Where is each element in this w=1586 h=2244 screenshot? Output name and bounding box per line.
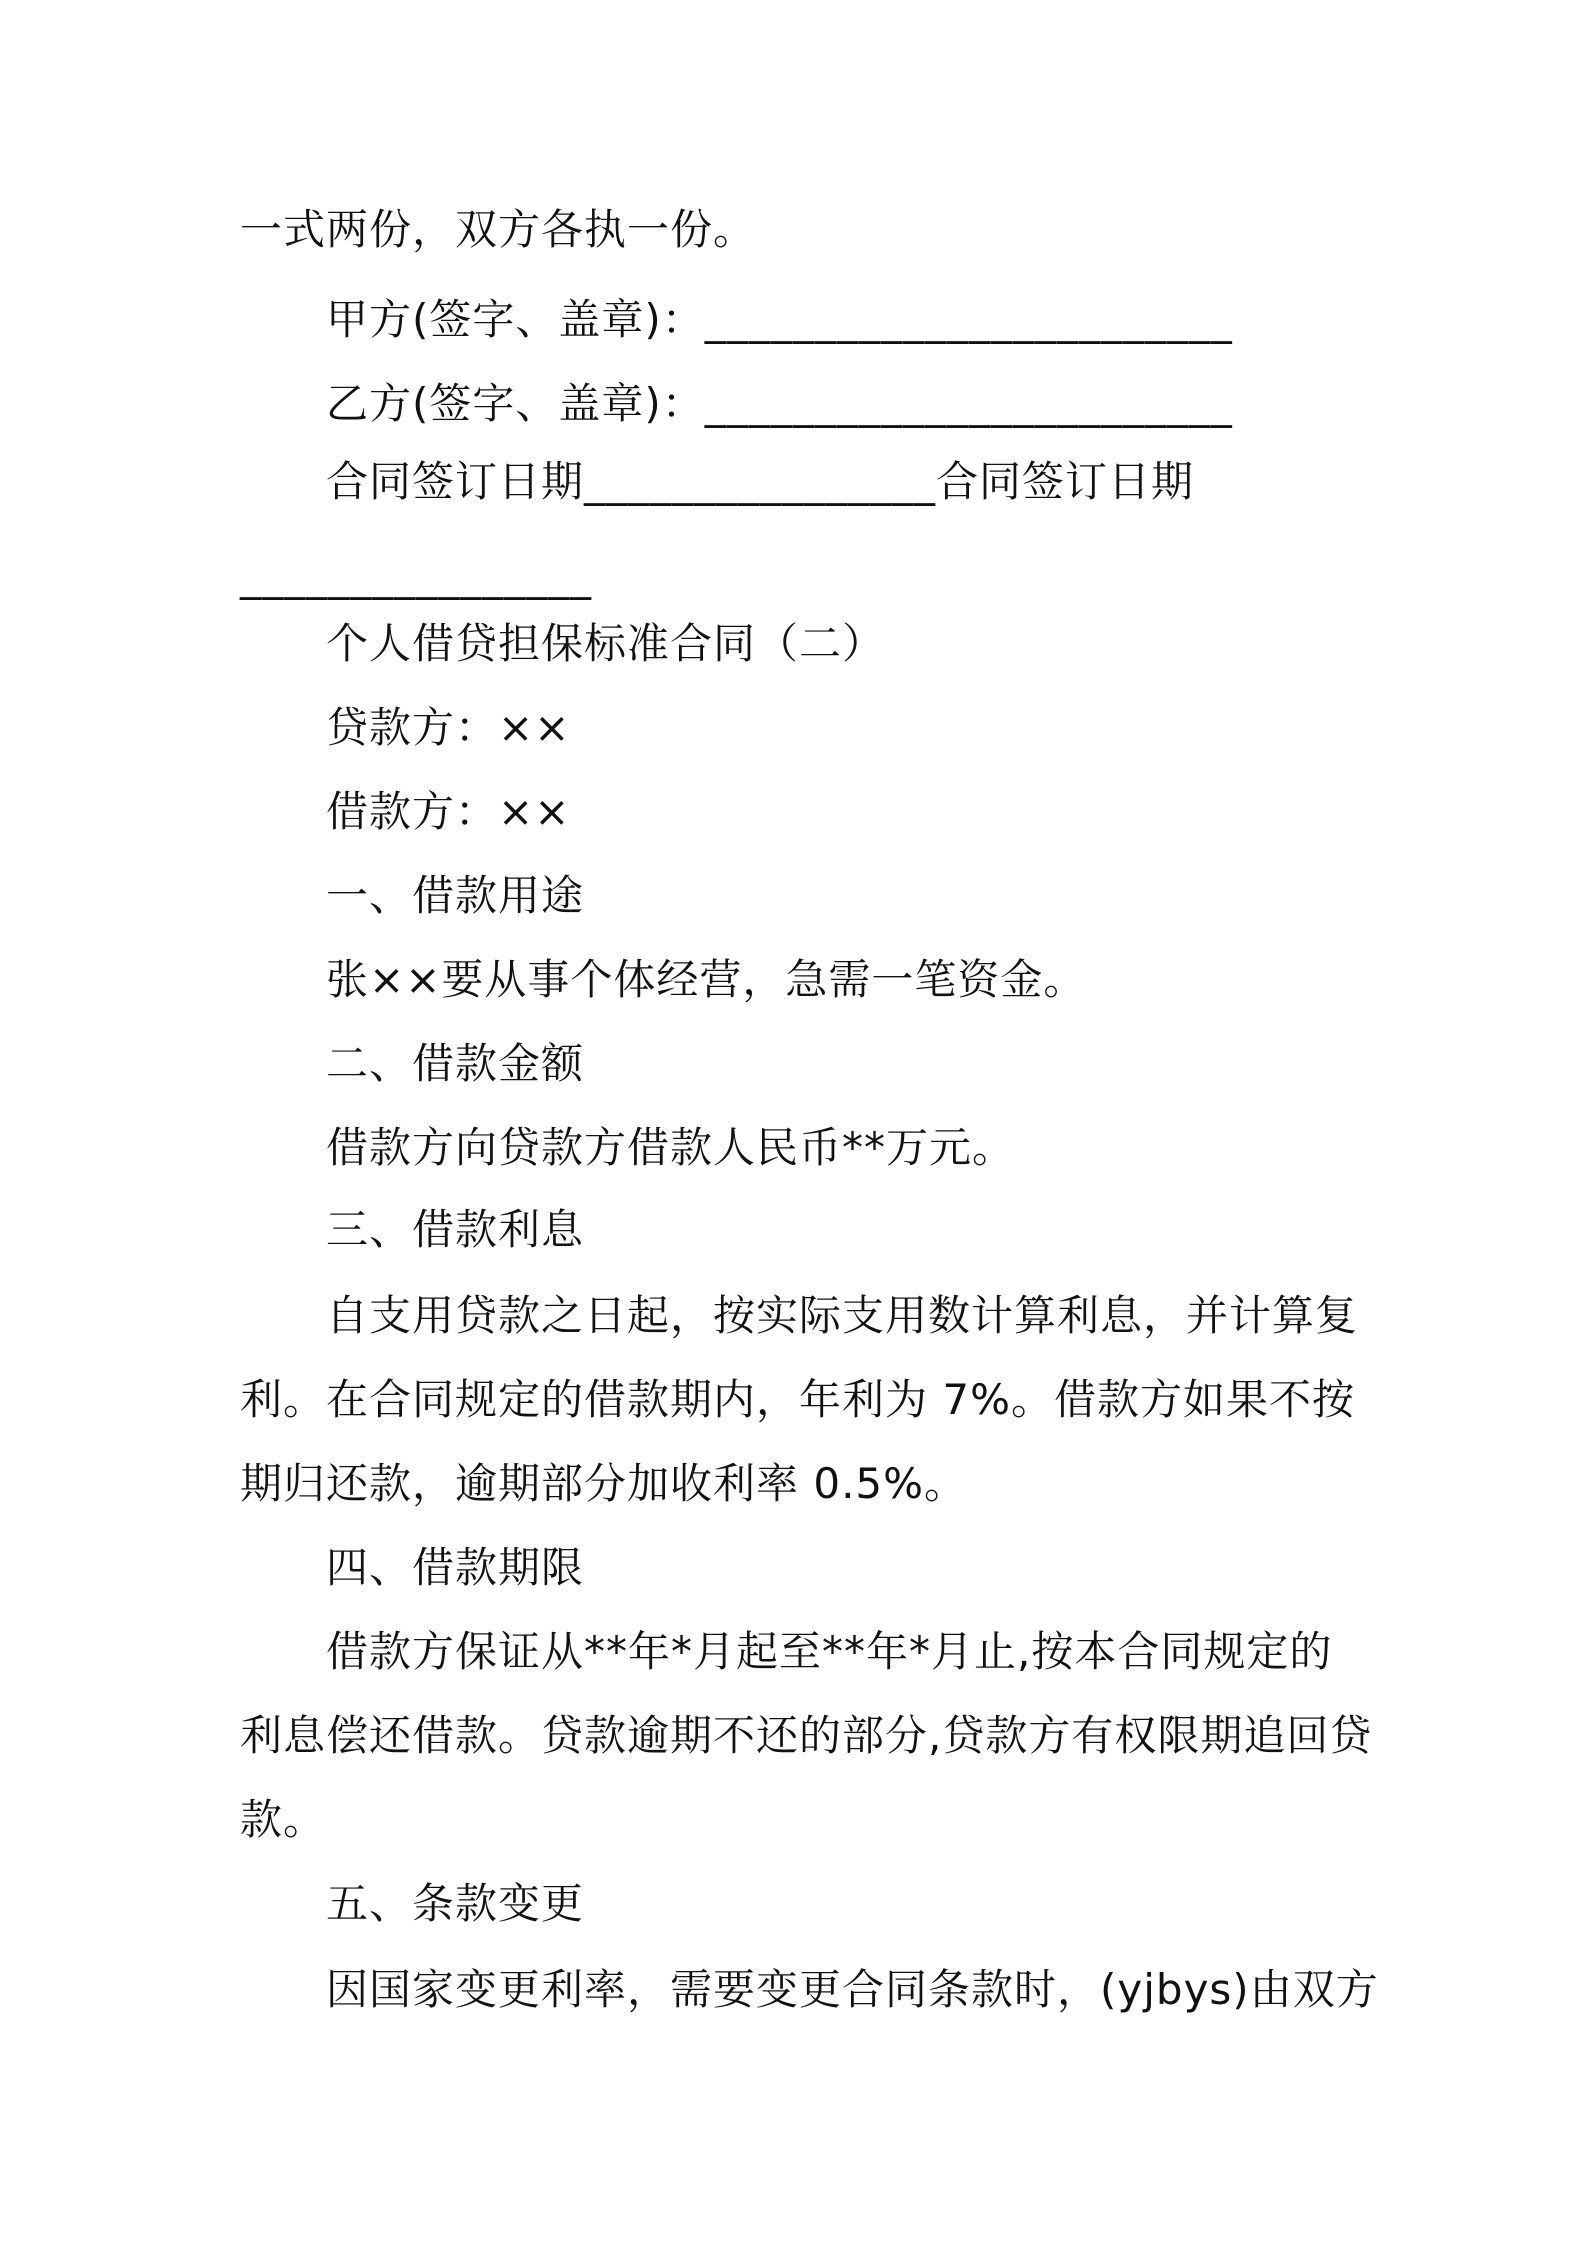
borrower-line: 借款方：×× <box>326 787 571 836</box>
section-heading-term: 四、借款期限 <box>326 1543 585 1592</box>
paragraph-term-line: 款。 <box>240 1795 327 1844</box>
party-a-signature-line: 甲方(签字、盖章)：________________________ <box>326 295 1233 344</box>
paragraph-changes-line: 因国家变更利率，需要变更合同条款时，(yjbys)由双方 <box>326 1965 1379 2014</box>
section-heading-amount: 二、借款金额 <box>326 1039 585 1088</box>
signing-date-blank: ________________ <box>240 551 592 600</box>
party-b-signature-line: 乙方(签字、盖章)：________________________ <box>326 379 1233 428</box>
paragraph-interest-line: 自支用贷款之日起，按实际支用数计算利息，并计算复 <box>326 1291 1359 1340</box>
paragraph-purpose: 张××要从事个体经营，急需一笔资金。 <box>326 955 1087 1004</box>
paragraph-amount: 借款方向贷款方借款人民币**万元。 <box>326 1123 1016 1172</box>
section-heading-purpose: 一、借款用途 <box>326 871 585 920</box>
lender-line: 贷款方：×× <box>326 703 571 752</box>
paragraph-term-line: 利息偿还借款。贷款逾期不还的部分,贷款方有权限期追回贷 <box>240 1711 1373 1760</box>
paragraph-interest-line: 利。在合同规定的借款期内，年利为 7%。借款方如果不按 <box>240 1375 1355 1424</box>
signing-date-line: 合同签订日期________________合同签订日期 <box>326 457 1195 506</box>
section-heading-interest: 三、借款利息 <box>326 1205 585 1254</box>
paragraph-term-line: 借款方保证从**年*月起至**年*月止,按本合同规定的 <box>326 1627 1333 1676</box>
section-heading-changes: 五、条款变更 <box>326 1879 585 1928</box>
paragraph-interest-line: 期归还款，逾期部分加收利率 0.5%。 <box>240 1459 968 1508</box>
copies-clause: 一式两份，双方各执一份。 <box>240 205 757 254</box>
contract-title: 个人借贷担保标准合同（二） <box>326 619 886 668</box>
